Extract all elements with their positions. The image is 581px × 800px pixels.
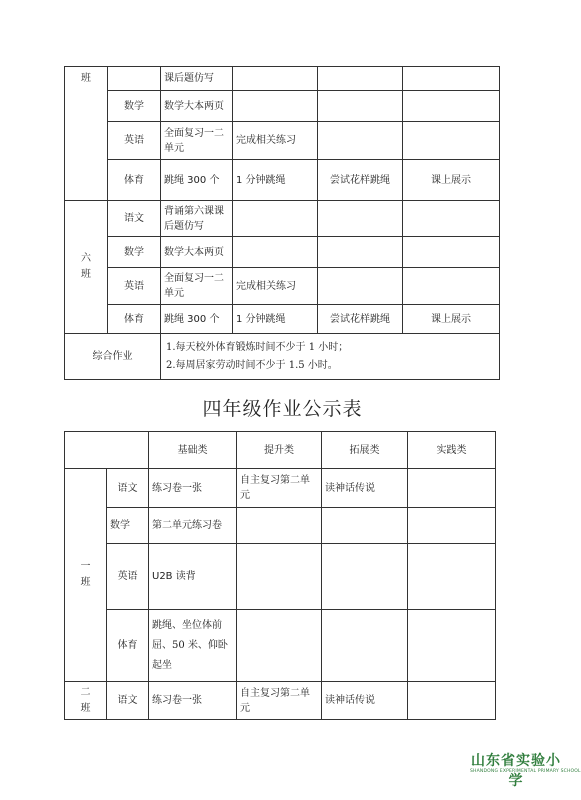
table-row bbox=[65, 610, 496, 682]
header-basic: 基础类 bbox=[149, 432, 237, 469]
header-advanced: 提升类 bbox=[237, 432, 322, 469]
advanced-cell: 完成相关练习 bbox=[233, 122, 318, 160]
practice-cell bbox=[403, 122, 500, 160]
header-practice: 实践类 bbox=[408, 432, 496, 469]
table-row bbox=[65, 544, 496, 610]
basic-cell: 练习卷一张 bbox=[149, 682, 237, 720]
extended-cell: 尝试花样跳绳 bbox=[318, 305, 403, 334]
extended-cell bbox=[318, 268, 403, 305]
table-row bbox=[65, 160, 500, 201]
comprehensive-label: 综合作业 bbox=[65, 334, 161, 380]
subject-cell: 英语 bbox=[108, 122, 161, 160]
subject-cell: 语文 bbox=[107, 469, 149, 508]
subject-cell: 体育 bbox=[107, 610, 149, 682]
corner-cell bbox=[65, 432, 149, 469]
extended-cell bbox=[318, 67, 403, 91]
extended-cell bbox=[318, 201, 403, 237]
basic-cell: 课后题仿写 bbox=[161, 67, 233, 91]
school-logo bbox=[470, 750, 581, 789]
advanced-cell bbox=[233, 67, 318, 91]
table-row bbox=[65, 91, 500, 122]
advanced-cell: 1 分钟跳绳 bbox=[233, 305, 318, 334]
school-logo-name: 山东省实验小学 bbox=[471, 753, 561, 789]
basic-cell: 练习卷一张 bbox=[149, 469, 237, 508]
extended-cell bbox=[322, 544, 408, 610]
subject-cell: 体育 bbox=[108, 160, 161, 201]
extended-cell bbox=[318, 237, 403, 268]
advanced-cell: 1 分钟跳绳 bbox=[233, 160, 318, 201]
extended-cell bbox=[318, 91, 403, 122]
table-row bbox=[65, 268, 500, 305]
advanced-cell bbox=[237, 544, 322, 610]
class-label: 二班 bbox=[65, 682, 107, 720]
extended-cell: 读神话传说 bbox=[322, 469, 408, 508]
subject-cell: 数学 bbox=[108, 91, 161, 122]
subject-cell: 数学 bbox=[107, 508, 149, 544]
table-row bbox=[65, 682, 496, 720]
advanced-cell bbox=[233, 201, 318, 237]
header-row bbox=[65, 432, 496, 469]
subject-cell: 英语 bbox=[108, 268, 161, 305]
homework-table-continued bbox=[64, 66, 500, 380]
subject-cell: 英语 bbox=[107, 544, 149, 610]
subject-cell: 语文 bbox=[107, 682, 149, 720]
header-extended: 拓展类 bbox=[322, 432, 408, 469]
extended-cell: 尝试花样跳绳 bbox=[318, 160, 403, 201]
homework-table-grade-four bbox=[64, 431, 496, 720]
practice-cell bbox=[408, 610, 496, 682]
advanced-cell bbox=[233, 237, 318, 268]
basic-cell: 全面复习一二单元 bbox=[161, 268, 233, 305]
basic-cell: U2B 读背 bbox=[149, 544, 237, 610]
advanced-cell: 自主复习第二单元 bbox=[237, 469, 322, 508]
practice-cell bbox=[408, 682, 496, 720]
basic-cell: 跳绳 300 个 bbox=[161, 305, 233, 334]
subject-cell: 数学 bbox=[108, 237, 161, 268]
class-label: 一班 bbox=[65, 469, 107, 682]
basic-cell: 第二单元练习卷 bbox=[149, 508, 237, 544]
comprehensive-row bbox=[65, 334, 500, 380]
advanced-cell: 完成相关练习 bbox=[233, 268, 318, 305]
subject-cell: 体育 bbox=[108, 305, 161, 334]
practice-cell: 课上展示 bbox=[403, 305, 500, 334]
comprehensive-note: 2.每周居家劳动时间不少于 1.5 小时。 bbox=[166, 359, 338, 371]
practice-cell bbox=[403, 91, 500, 122]
basic-cell: 跳绳、坐位体前屈、50 米、仰卧起坐 bbox=[149, 610, 237, 682]
table-row bbox=[65, 469, 496, 508]
practice-cell: 课上展示 bbox=[403, 160, 500, 201]
page-title: 四年级作业公示表 bbox=[202, 398, 363, 420]
practice-cell bbox=[408, 544, 496, 610]
extended-cell bbox=[318, 122, 403, 160]
advanced-cell bbox=[237, 610, 322, 682]
table-row bbox=[65, 237, 500, 268]
school-logo-subtitle: SHANDONG EXPERIMENTAL PRIMARY SCHOOL bbox=[470, 769, 581, 774]
table-row bbox=[65, 508, 496, 544]
basic-cell: 跳绳 300 个 bbox=[161, 160, 233, 201]
comprehensive-notes bbox=[161, 334, 500, 380]
practice-cell bbox=[403, 201, 500, 237]
advanced-cell bbox=[233, 91, 318, 122]
extended-cell: 读神话传说 bbox=[322, 682, 408, 720]
basic-cell: 数学大本两页 bbox=[161, 237, 233, 268]
practice-cell bbox=[403, 237, 500, 268]
basic-cell: 全面复习一二单元 bbox=[161, 122, 233, 160]
class-label: 班 bbox=[65, 67, 108, 201]
table-row bbox=[65, 201, 500, 237]
subject-cell: 语文 bbox=[108, 201, 161, 237]
advanced-cell: 自主复习第二单元 bbox=[237, 682, 322, 720]
basic-cell: 背诵第六课课后题仿写 bbox=[161, 201, 233, 237]
practice-cell bbox=[408, 469, 496, 508]
class-label: 六班 bbox=[65, 201, 108, 334]
table-row bbox=[65, 305, 500, 334]
practice-cell bbox=[408, 508, 496, 544]
subject-cell bbox=[108, 67, 161, 91]
practice-cell bbox=[403, 67, 500, 91]
extended-cell bbox=[322, 610, 408, 682]
practice-cell bbox=[403, 268, 500, 305]
comprehensive-note: 1.每天校外体育锻炼时间不少于 1 小时； bbox=[166, 341, 349, 353]
table-row bbox=[65, 122, 500, 160]
advanced-cell bbox=[237, 508, 322, 544]
extended-cell bbox=[322, 508, 408, 544]
basic-cell: 数学大本两页 bbox=[161, 91, 233, 122]
table-row bbox=[65, 67, 500, 91]
